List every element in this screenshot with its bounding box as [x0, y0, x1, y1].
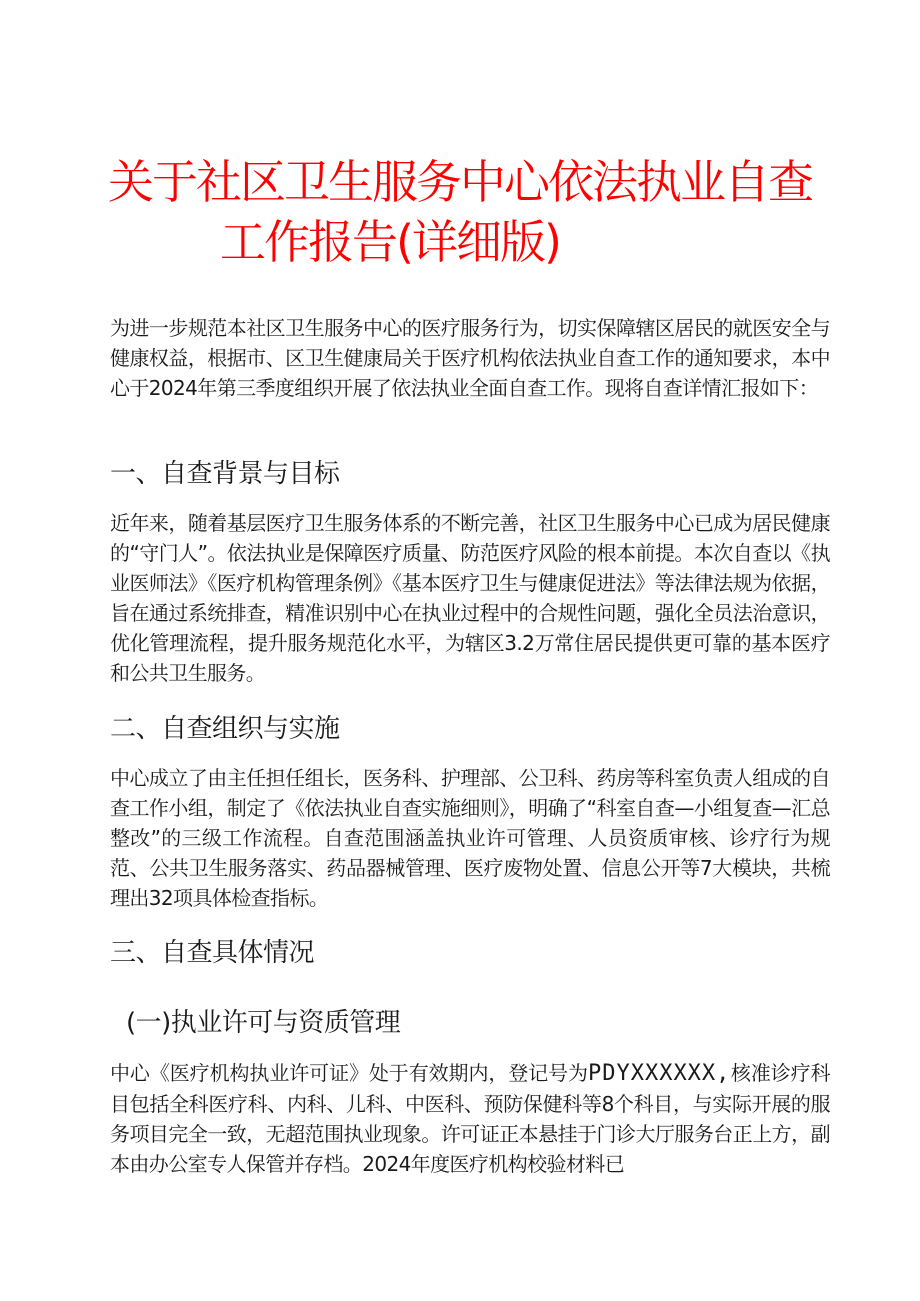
- section-heading-details: 三、自查具体情况: [110, 938, 315, 968]
- section-body-organization: 中心成立了由主任担任组长，医务科、护理部、公卫科、药房等科室负责人组成的自查工作小组，制定了《依法执业自查实施细则》，明确了“科室自查—小组复查—汇总整改”的三级工作流程。自查范围涵盖执业许可管理、人员资质审核、诊疗行为规范、公共卫生服务落实、药品器械管理、医疗废物处置、信息公开等7大模块，共梳理出32项具体检查指标。: [110, 766, 830, 910]
- section-heading-organization: 二、自查组织与实施: [110, 714, 340, 744]
- license-text-before: 中心《医疗机构执业许可证》处于有效期内，登记号为: [110, 1061, 588, 1085]
- registration-number: PDYXXXXXX,: [587, 1061, 731, 1086]
- license-text-after: 核准诊疗科目包括全科医疗科、内科、儿科、中医科、预防保健科等8个科目，与实际开展的服务项目完全一致，无超范围执业现象。许可证正本悬挂于门诊大厅服务台正上方，副本由办公室专人保管并存档。2024年度医疗机构校验材料已: [110, 1061, 830, 1176]
- section-body-background: 近年来，随着基层医疗卫生服务体系的不断完善，社区卫生服务中心已成为居民健康的“守门人”。依法执业是保障医疗质量、防范医疗风险的根本前提。本次自查以《执业医师法》《医疗机构管理条例》《基本医疗卫生与健康促进法》等法律法规为依据，旨在通过系统排查，精准识别中心在执业过程中的合规性问题，强化全员法治意识，优化管理流程，提升服务规范化水平，为辖区3.2万常住居民提供更可靠的基本医疗和公共卫生服务。: [110, 511, 830, 685]
- report-title-line-2: 工作报告(详细版): [220, 215, 560, 269]
- section-heading-background: 一、自查背景与目标: [110, 459, 340, 489]
- subsection-body-license: [110, 1058, 830, 1179]
- report-title-line-1: 关于社区卫生服务中心依法执业自查: [108, 155, 812, 209]
- subsection-heading-license: (一)执业许可与资质管理: [126, 1008, 401, 1038]
- intro-paragraph: 为进一步规范本社区卫生服务中心的医疗服务行为，切实保障辖区居民的就医安全与健康权益，根据市、区卫生健康局关于医疗机构依法执业自查工作的通知要求，本中心于2024年第三季度组织开展了依法执业全面自查工作。现将自查详情汇报如下：: [110, 316, 830, 400]
